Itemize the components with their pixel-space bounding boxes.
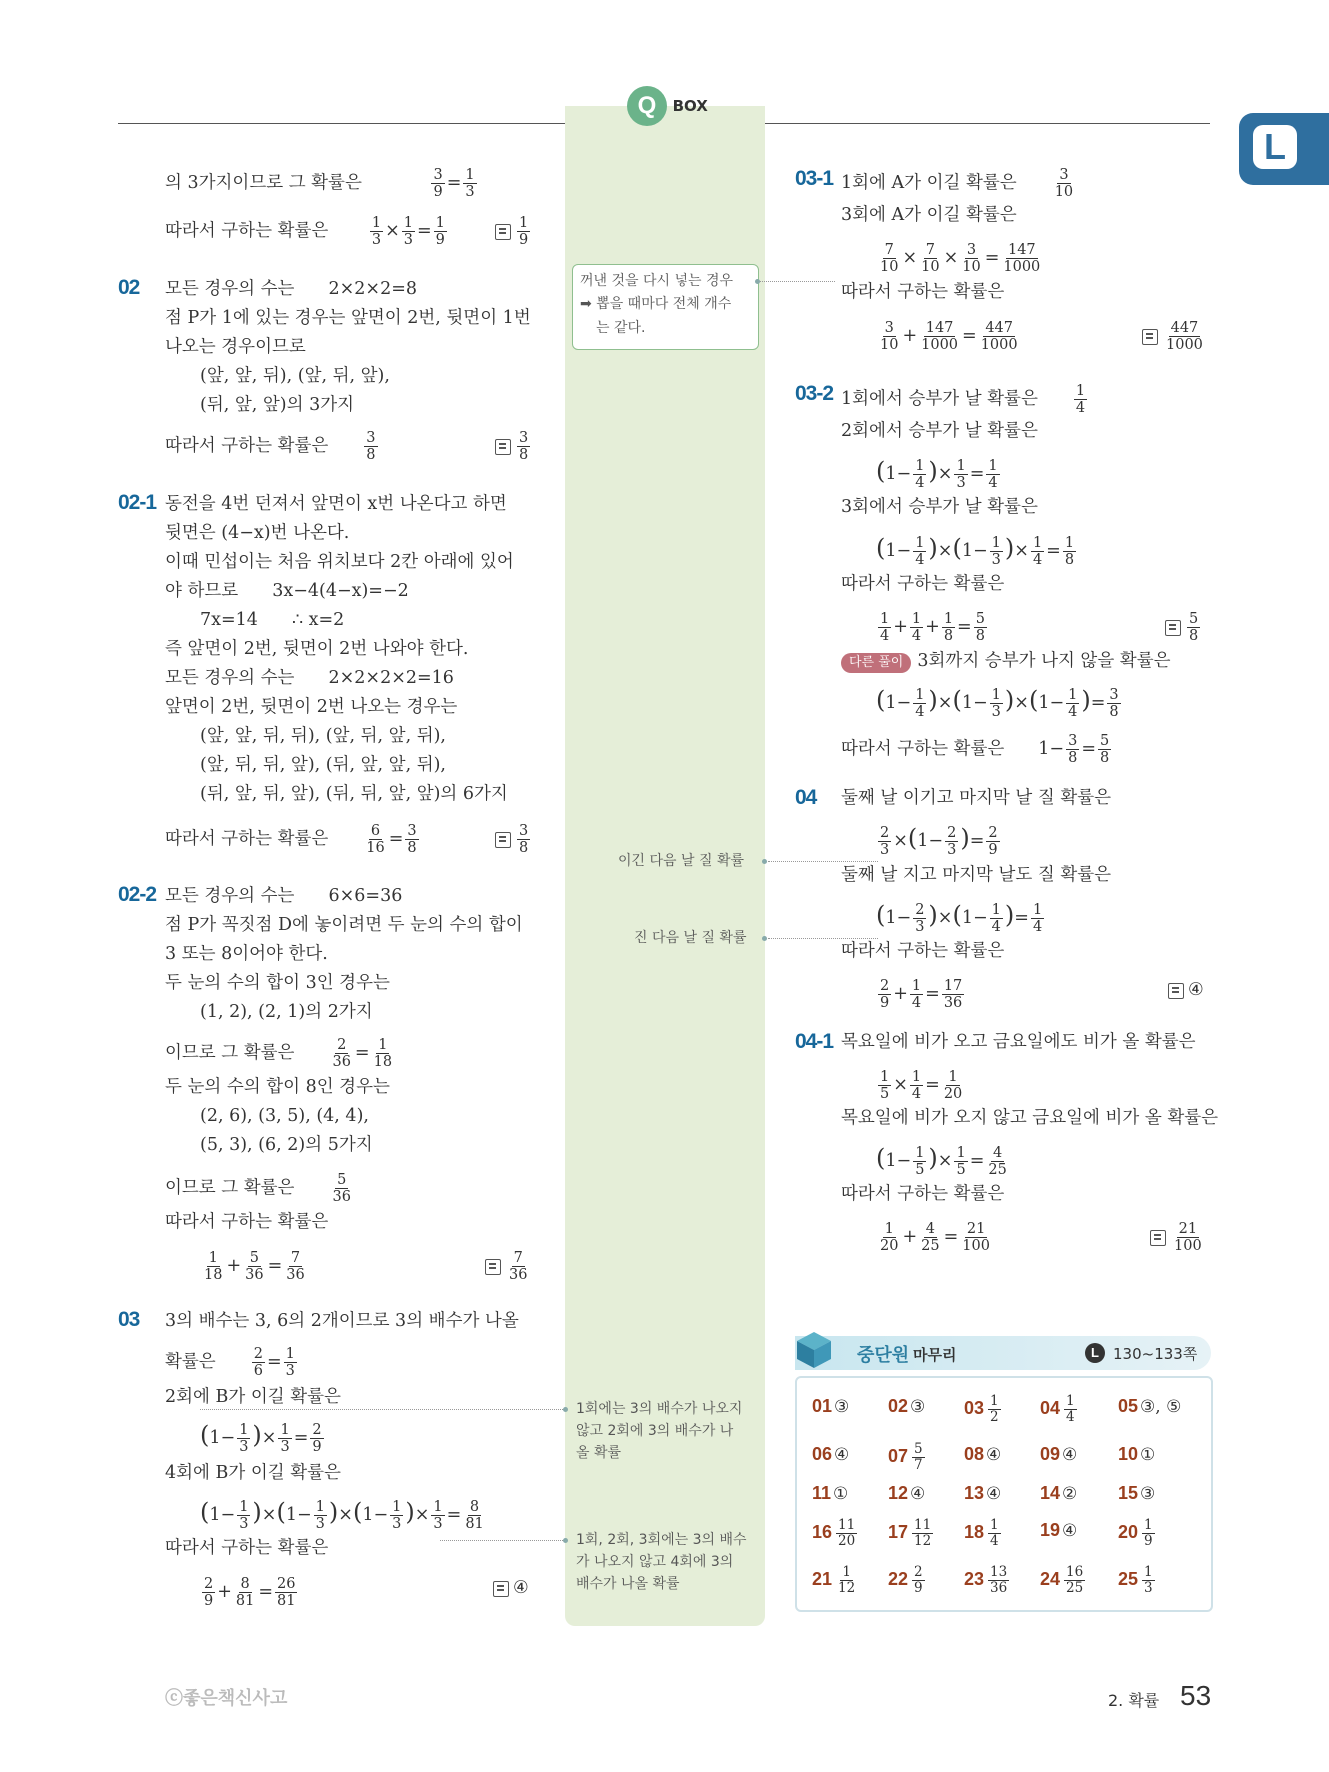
- text-line: 따라서 구하는 확률은: [841, 282, 1005, 302]
- note-text: 이긴 다음 날 질 확률: [618, 853, 744, 869]
- math-line: $\frac{3}{10}$ + $\frac{147}{1000}$ = $\frac{447}{1000}$: [880, 320, 1018, 353]
- text-line: 4회에 B가 이길 확률은: [165, 1463, 341, 1483]
- review-answer-item: 20 $\frac{1}{9}$: [1118, 1517, 1153, 1549]
- review-answer-item: 18 $\frac{1}{4}$: [964, 1517, 999, 1549]
- text-line: 점 P가 꼭짓점 D에 놓이려면 두 눈의 수의 합이: [165, 915, 523, 935]
- note-line: 꺼낸 것을 다시 넣는 경우: [580, 273, 734, 289]
- review-answer-item: 21 $\frac{1}{12}$: [812, 1564, 856, 1596]
- math-line: (1− $\frac{1}{4}$ )×(1− $\frac{1}{3}$ )× $\frac{1}{4}$ = $\frac{1}{8}$: [876, 534, 1075, 568]
- text-line: 이므로 그 확률은 $\frac{2}{36}$ = $\frac{1}{18}$: [165, 1037, 393, 1070]
- text-line: 따라서 구하는 확률은: [165, 1538, 329, 1558]
- text-line: (앞, 앞, 뒤), (앞, 뒤, 앞),: [200, 366, 390, 386]
- text-line: 나오는 경우이므로: [165, 337, 306, 357]
- leader-dot: [762, 936, 767, 941]
- text-line: 두 눈의 수의 합이 8인 경우는: [165, 1077, 390, 1097]
- review-answer-item: 08 ④: [964, 1444, 1002, 1465]
- header-rule-left: [118, 123, 565, 124]
- header-rule-right: [765, 123, 1210, 124]
- note-line: 1회, 2회, 3회에는 3의 배수: [576, 1532, 747, 1548]
- review-answer-item: 02 ③: [888, 1396, 926, 1417]
- note-line: 않고 2회에 3의 배수가 나: [576, 1423, 734, 1439]
- review-answer-item: 01 ③: [812, 1396, 850, 1417]
- alt-solution-badge: 다른 풀이: [841, 653, 911, 673]
- q-box-label: BOX: [672, 97, 708, 115]
- math-line: (1− $\frac{1}{3}$ )×(1− $\frac{1}{3}$ )×(1− $\frac{1}{3}$ )× $\frac{1}{3}$ = $\frac{8}{81}$: [200, 1498, 484, 1532]
- review-title: 중단원: [857, 1345, 910, 1366]
- text-line: (5, 3), (6, 2)의 5가지: [200, 1135, 373, 1155]
- problem-number: 02-1: [118, 491, 157, 514]
- review-answer-item: 19 ④: [1040, 1520, 1078, 1541]
- leader-line: [440, 1540, 563, 1541]
- note-text: 진 다음 날 질 확률: [634, 930, 747, 946]
- text-line: 야 하므로 3x−4(4−x)=−2: [165, 581, 409, 601]
- answer-mark: $\frac{7}{36}$: [485, 1250, 531, 1283]
- text-line: (뒤, 앞, 앞)의 3가지: [200, 395, 355, 415]
- problem-number: 02: [118, 276, 140, 299]
- text-line: 목요일에 비가 오고 금요일에도 비가 올 확률은: [841, 1032, 1196, 1052]
- text-line: 목요일에 비가 오지 않고 금요일에 비가 올 확률은: [841, 1108, 1219, 1128]
- review-answer-item: 13 ④: [964, 1483, 1002, 1504]
- text-line: 따라서 구하는 확률은 $\frac{3}{8}$: [165, 430, 376, 463]
- text-line: 둘째 날 이기고 마지막 날 질 확률은: [841, 788, 1112, 808]
- text-line: 따라서 구하는 확률은 1− $\frac{3}{8}$ = $\frac{5}{8}$: [841, 733, 1110, 766]
- review-answer-item: 23 $\frac{13}{36}$: [964, 1564, 1008, 1596]
- review-answer-item: 22 $\frac{2}{9}$: [888, 1564, 923, 1596]
- problem-number: 03: [118, 1308, 140, 1331]
- answer-icon: [485, 1259, 501, 1275]
- answer-mark: $\frac{3}{8}$: [495, 823, 532, 856]
- text-line: 동전을 4번 던져서 앞면이 x번 나온다고 하면: [165, 494, 507, 514]
- text-line: 이므로 그 확률은 $\frac{5}{36}$: [165, 1172, 351, 1205]
- leader-dot: [563, 1538, 568, 1543]
- page-number: 53: [1180, 1680, 1212, 1711]
- text-line: 즉 앞면이 2번, 뒷면이 2번 나와야 한다.: [165, 639, 469, 659]
- note-line: 1회에는 3의 배수가 나오지: [576, 1401, 743, 1417]
- review-header: [795, 1336, 1211, 1370]
- q-badge-icon: Q: [627, 86, 667, 126]
- note-line: ➡ 뽑을 때마다 전체 개수: [580, 296, 732, 312]
- review-answer-item: 16 $\frac{11}{20}$: [812, 1517, 856, 1549]
- leader-line: [768, 861, 878, 862]
- review-answer-item: 15 ③: [1118, 1483, 1156, 1504]
- math-line: (1− $\frac{1}{4}$ )×(1− $\frac{1}{3}$ )×(1− $\frac{1}{4}$ )= $\frac{3}{8}$: [876, 686, 1119, 720]
- text-line: 1회에 A가 이길 확률은 $\frac{3}{10}$: [841, 167, 1074, 200]
- review-answer-item: 17 $\frac{11}{12}$: [888, 1517, 932, 1549]
- review-answer-item: 07 $\frac{5}{7}$: [888, 1441, 923, 1473]
- text-line: 의 3가지이므로 그 확률은 $\frac{3}{9}$ = $\frac{1}{3}$: [165, 167, 475, 200]
- review-pages: 130~133쪽: [1113, 1345, 1198, 1363]
- leader-dot: [563, 1407, 568, 1412]
- math-line: $\frac{2}{3}$ ×(1− $\frac{2}{3}$ )= $\frac{2}{9}$: [880, 824, 998, 858]
- text-line: 점 P가 1에 있는 경우는 앞면이 2번, 뒷면이 1번: [165, 308, 531, 328]
- text-line: 뒷면은 (4−x)번 나온다.: [165, 523, 350, 543]
- text-line: 확률은 $\frac{2}{6}$ = $\frac{1}{3}$: [165, 1346, 295, 1379]
- text-line: 둘째 날 지고 마지막 날도 질 확률은: [841, 865, 1112, 885]
- answer-mark: $\frac{21}{100}$: [1150, 1221, 1206, 1254]
- review-answer-item: 25 $\frac{1}{3}$: [1118, 1564, 1153, 1596]
- text-line: 3회에 A가 이길 확률은: [841, 205, 1017, 225]
- review-pages-icon: L: [1085, 1343, 1105, 1363]
- problem-number: 03-1: [795, 167, 834, 190]
- text-line: 따라서 구하는 확률은: [841, 574, 1005, 594]
- math-line: (1− $\frac{1}{4}$ )× $\frac{1}{3}$ = $\frac{1}{4}$: [876, 457, 998, 491]
- math-line: $\frac{1}{5}$ × $\frac{1}{4}$ = $\frac{1}{20}$: [880, 1069, 963, 1102]
- text-line: 2회에서 승부가 날 확률은: [841, 421, 1038, 441]
- text-line: 7x=14 ∴ x=2: [200, 610, 345, 630]
- text-line: 3 또는 8이어야 한다.: [165, 944, 328, 964]
- text-line: 두 눈의 수의 합이 3인 경우는: [165, 973, 390, 993]
- answer-icon: [495, 832, 511, 848]
- leader-line: [760, 281, 835, 282]
- text-line: 따라서 구하는 확률은: [841, 941, 1005, 961]
- review-answer-item: 09 ④: [1040, 1444, 1078, 1465]
- review-answer-item: 14 ②: [1040, 1483, 1078, 1504]
- math-line: (1− $\frac{1}{5}$ )× $\frac{1}{5}$ = $\frac{4}{25}$: [876, 1144, 1007, 1178]
- note-line: 올 확률: [576, 1445, 622, 1461]
- text-line: 모든 경우의 수는 2×2×2=8: [165, 279, 417, 299]
- text-line: 이때 민섭이는 처음 위치보다 2칸 아래에 있어: [165, 552, 514, 572]
- text-line: 따라서 구하는 확률은: [841, 1184, 1005, 1204]
- math-line: (1− $\frac{1}{3}$ )× $\frac{1}{3}$ = $\frac{2}{9}$: [200, 1421, 322, 1455]
- publisher: ⓒ좋은책신사고: [165, 1688, 288, 1709]
- answer-icon: [1165, 620, 1181, 636]
- chapter-tab: [1239, 113, 1329, 185]
- math-line: $\frac{1}{20}$ + $\frac{4}{25}$ = $\frac{21}{100}$: [880, 1221, 990, 1254]
- text-line: (2, 6), (3, 5), (4, 4),: [200, 1106, 369, 1126]
- problem-number: 04: [795, 786, 817, 809]
- math-line: $\frac{1}{18}$ + $\frac{5}{36}$ = $\frac{7}{36}$: [204, 1250, 305, 1283]
- text-line: 3의 배수는 3, 6의 2개이므로 3의 배수가 나올: [165, 1311, 519, 1331]
- review-answer-item: 04 $\frac{1}{4}$: [1040, 1393, 1075, 1425]
- text-line: (1, 2), (2, 1)의 2가지: [200, 1002, 373, 1022]
- answer-icon: [495, 439, 511, 455]
- answer-mark: $\frac{5}{8}$: [1165, 611, 1202, 644]
- problem-number: 02-2: [118, 883, 157, 906]
- text-line: 앞면이 2번, 뒷면이 2번 나오는 경우는: [165, 697, 458, 717]
- text-line: 따라서 구하는 확률은 $\frac{1}{3}$ × $\frac{1}{3}$ = $\frac{1}{9}$: [165, 215, 445, 248]
- answer-icon: [495, 224, 511, 240]
- review-answer-item: 11 ①: [812, 1483, 849, 1504]
- text-line: 2회에 B가 이길 확률은: [165, 1387, 341, 1407]
- answer-mark: $\frac{3}{8}$: [495, 430, 532, 463]
- answer-mark: ④: [1168, 978, 1204, 1002]
- text-line: 따라서 구하는 확률은 $\frac{6}{16}$ = $\frac{3}{8}$: [165, 823, 417, 856]
- text-line: (뒤, 앞, 뒤, 앞), (뒤, 뒤, 앞, 앞)의 6가지: [200, 784, 508, 804]
- review-answer-item: 10 ①: [1118, 1444, 1156, 1465]
- answer-icon: [493, 1581, 509, 1597]
- text-line: 1회에서 승부가 날 확률은 $\frac{1}{4}$: [841, 383, 1086, 416]
- note-line: 배수가 나올 확률: [576, 1576, 680, 1592]
- problem-number: 03-2: [795, 382, 834, 405]
- answer-mark: $\frac{1}{9}$: [495, 215, 532, 248]
- review-answer-item: 05 ③, ⑤: [1118, 1396, 1182, 1417]
- review-answer-item: 12 ④: [888, 1483, 926, 1504]
- math-line: (1− $\frac{2}{3}$ )×(1− $\frac{1}{4}$ )= $\frac{1}{4}$: [876, 901, 1043, 935]
- answer-icon: [1168, 983, 1184, 999]
- text-line: 3회에서 승부가 날 확률은: [841, 497, 1038, 517]
- text-line: 따라서 구하는 확률은: [165, 1212, 329, 1232]
- review-answer-item: 24 $\frac{16}{25}$: [1040, 1564, 1084, 1596]
- math-line: $\frac{7}{10}$ × $\frac{7}{10}$ × $\frac{3}{10}$ = $\frac{147}{1000}$: [880, 242, 1041, 275]
- answer-icon: [1150, 1230, 1166, 1246]
- leader-line: [200, 1409, 563, 1410]
- review-answer-item: 06 ④: [812, 1444, 850, 1465]
- problem-number: 04-1: [795, 1030, 834, 1053]
- note-line: 가 나오지 않고 4회에 3의: [576, 1554, 734, 1570]
- text-line: 모든 경우의 수는 6×6=36: [165, 886, 403, 906]
- answer-icon: [1142, 329, 1158, 345]
- answer-mark: ④: [493, 1576, 529, 1600]
- section-label: 2. 확률: [1108, 1691, 1160, 1710]
- note-line: 는 같다.: [596, 320, 646, 336]
- chapter-tab-letter-icon: L: [1253, 125, 1297, 169]
- text-line: 다른 풀이 3회까지 승부가 나지 않을 확률은: [841, 649, 1171, 673]
- q-box-header: [627, 86, 708, 126]
- text-line: 모든 경우의 수는 2×2×2×2=16: [165, 668, 454, 688]
- review-title-sub: 마무리: [913, 1346, 957, 1364]
- leader-dot: [762, 859, 767, 864]
- text-line: (앞, 앞, 뒤, 뒤), (앞, 뒤, 앞, 뒤),: [200, 726, 446, 746]
- answer-mark: $\frac{447}{1000}$: [1142, 320, 1207, 353]
- math-line: $\frac{1}{4}$ + $\frac{1}{4}$ + $\frac{1}{8}$ = $\frac{5}{8}$: [880, 611, 985, 644]
- review-cube-icon: [795, 1330, 833, 1370]
- math-line: $\frac{2}{9}$ + $\frac{8}{81}$ = $\frac{26}{81}$: [204, 1576, 296, 1609]
- math-line: $\frac{2}{9}$ + $\frac{1}{4}$ = $\frac{17}{36}$: [880, 978, 963, 1011]
- text-line: (앞, 뒤, 뒤, 앞), (뒤, 앞, 앞, 뒤),: [200, 755, 446, 775]
- review-answer-item: 03 $\frac{1}{2}$: [964, 1393, 999, 1425]
